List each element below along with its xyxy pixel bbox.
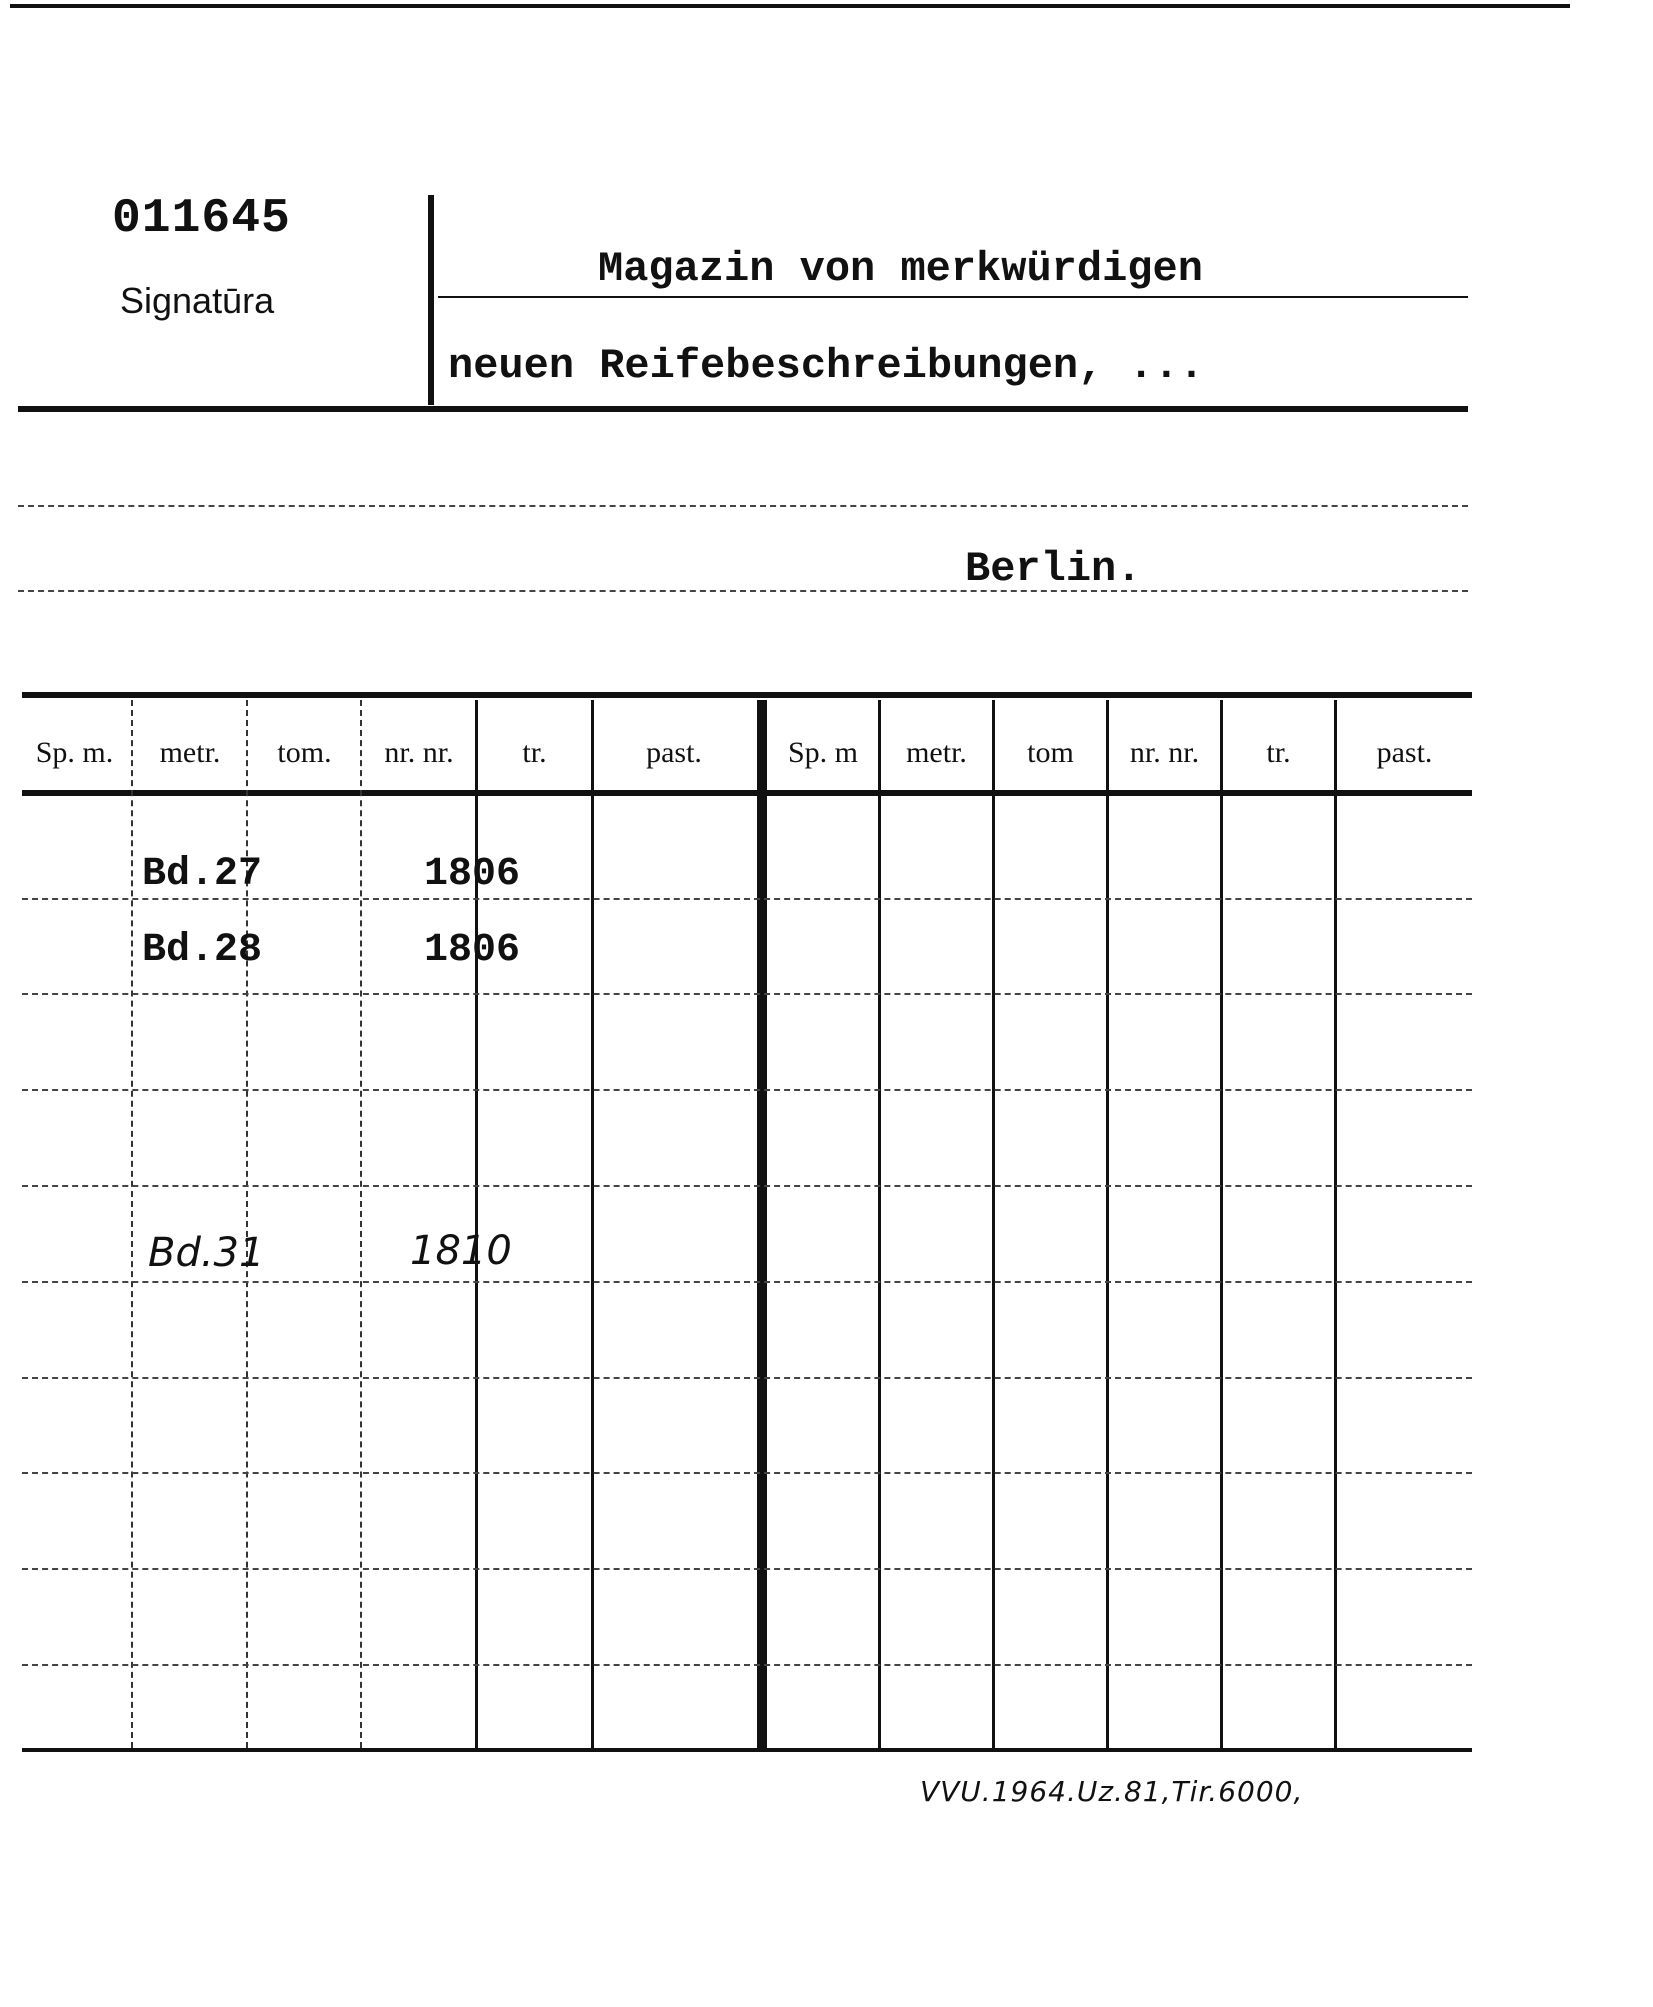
table-bottom-rule — [22, 1748, 1472, 1752]
col-line — [878, 700, 881, 1748]
table-center-divider — [757, 700, 767, 1748]
header-left-sp-m: Sp. m. — [35, 736, 114, 769]
col-line — [591, 700, 594, 1748]
row-rule — [22, 1185, 1472, 1187]
entry-volume: Bd.28 — [142, 928, 263, 973]
entry-year: 1806 — [424, 928, 521, 973]
row-rule — [22, 1664, 1472, 1666]
header-right-past: past. — [1376, 736, 1433, 769]
entry-year: 1810 — [410, 1228, 512, 1274]
col-line — [992, 700, 995, 1748]
entry-volume: Bd.27 — [142, 852, 263, 897]
header-right-nr-nr: nr. nr. — [1129, 736, 1200, 769]
col-line — [360, 700, 362, 1748]
place-rule-bottom — [18, 590, 1468, 592]
header-left-metr: metr. — [159, 736, 221, 769]
col-line — [1106, 700, 1109, 1748]
col-line — [131, 700, 133, 1748]
row-rule — [22, 993, 1472, 995]
header-left-past: past. — [646, 736, 702, 769]
row-rule — [22, 1472, 1472, 1474]
entry-volume: Bd.31 — [148, 1230, 265, 1276]
title-line-1: Magazin von merkwürdigen — [598, 245, 1203, 293]
signature-label: Signatūra — [120, 280, 275, 321]
table-top-rule — [22, 692, 1472, 698]
col-line — [1220, 700, 1223, 1748]
place: Berlin. — [965, 545, 1142, 593]
header-right-metr: metr. — [906, 736, 967, 769]
row-rule — [22, 1281, 1472, 1283]
header-divider — [428, 195, 434, 405]
row-rule — [22, 1377, 1472, 1379]
row-rule — [22, 1568, 1472, 1570]
header-bottom-rule — [18, 406, 1468, 412]
header-left-nr-nr: nr. nr. — [384, 736, 454, 769]
header-left-tr: tr. — [522, 736, 547, 769]
header-left-tom: tom. — [277, 736, 332, 769]
place-rule-top — [18, 505, 1468, 507]
col-line — [1334, 700, 1337, 1748]
entry-year: 1806 — [424, 852, 521, 897]
title-line-2: neuen Reifebeschreibungen, ... — [448, 342, 1205, 390]
row-rule — [22, 898, 1472, 900]
signature-number: 011645 — [112, 192, 291, 246]
title-line-1-rule — [438, 296, 1468, 298]
row-rule — [22, 1089, 1472, 1091]
header-right-sp-m: Sp. m — [787, 736, 859, 769]
print-note: VVU.1964.Uz.81,Tir.6000, — [920, 1775, 1304, 1808]
header-row-rule — [22, 790, 1472, 796]
header-right-tom: tom — [1027, 736, 1074, 769]
top-edge — [10, 4, 1570, 8]
header-right-tr: tr. — [1266, 736, 1291, 769]
